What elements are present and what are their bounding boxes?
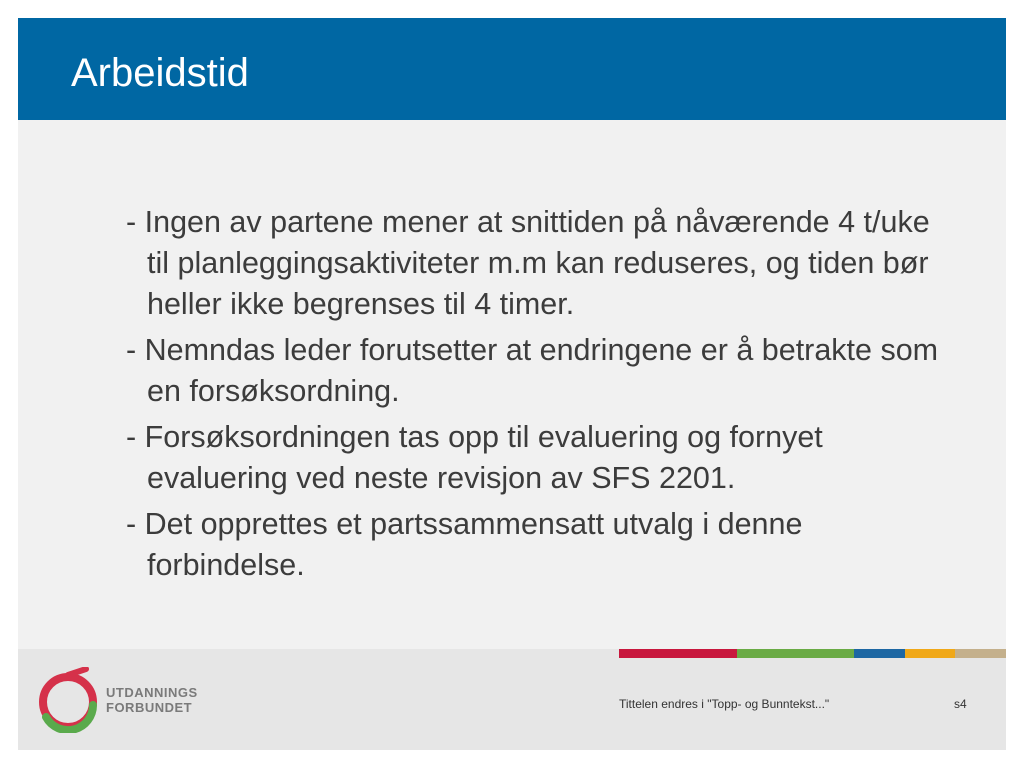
logo-line-2: FORBUNDET bbox=[106, 700, 193, 715]
stripe-tan bbox=[955, 649, 1006, 658]
slide bbox=[18, 18, 1006, 750]
logo-line-1: UTDANNINGS bbox=[106, 685, 198, 700]
page-number: s4 bbox=[954, 697, 967, 711]
footer bbox=[18, 649, 1006, 750]
logo-wordmark bbox=[106, 685, 198, 715]
title-bar bbox=[18, 18, 1006, 120]
bullet-item-3: - Forsøksordningen tas opp til evaluering og fornyet evaluering ved neste revisjon av SFS 2201. bbox=[126, 420, 823, 495]
bullet-item-4: - Det opprettes et partssammensatt utvalg i denne forbindelse. bbox=[126, 507, 803, 582]
footer-title-text: Tittelen endres i "Topp- og Bunntekst..." bbox=[619, 697, 830, 711]
bullet-list bbox=[126, 202, 956, 591]
stripe-green bbox=[737, 649, 854, 658]
stripe-red bbox=[619, 649, 737, 658]
logo-ring-icon bbox=[38, 667, 100, 733]
logo bbox=[38, 667, 208, 733]
stripe-blue bbox=[854, 649, 905, 658]
bullet-item-1: - Ingen av partene mener at snittiden på nåværende 4 t/uke til planleggingsaktiviteter m.m kan reduseres, og tiden bør heller ikke begrenses til 4 timer. bbox=[126, 205, 930, 321]
stripe-yellow bbox=[905, 649, 955, 658]
slide-title: Arbeidstid bbox=[71, 51, 249, 95]
color-stripe bbox=[619, 649, 1006, 658]
bullet-item-2: - Nemndas leder forutsetter at endringene er å betrakte som en forsøksordning. bbox=[126, 333, 939, 408]
